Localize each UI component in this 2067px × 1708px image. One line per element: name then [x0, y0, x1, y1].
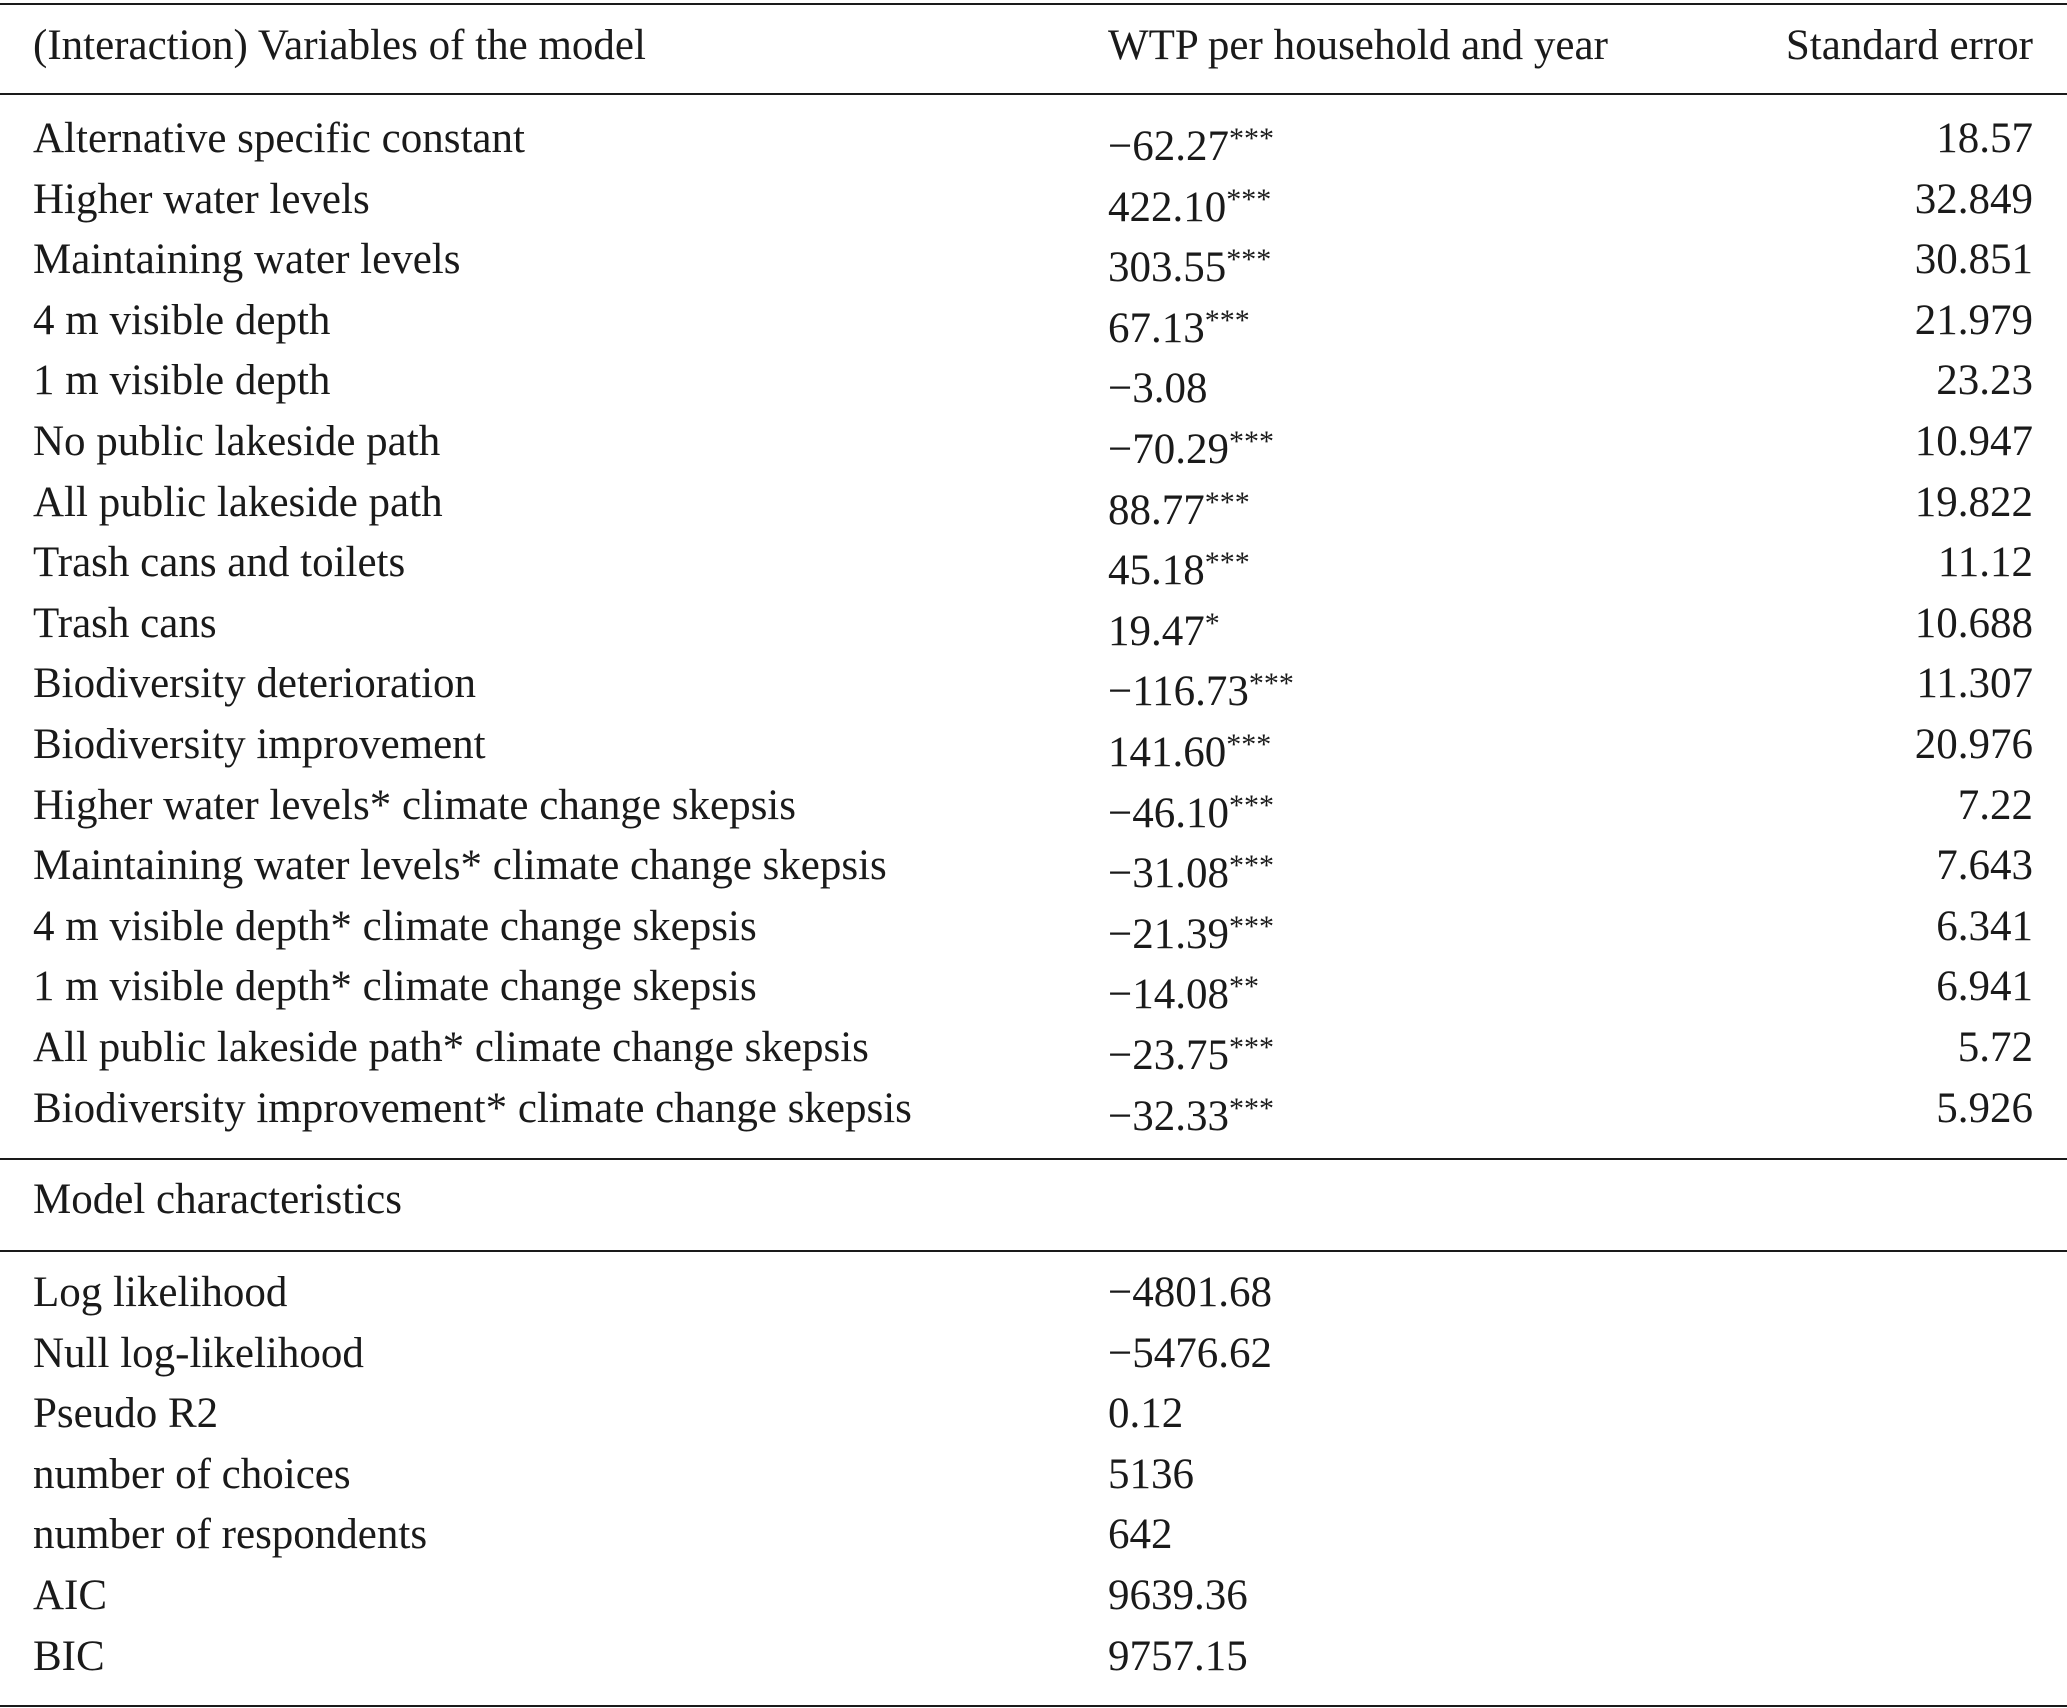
- se-cell: 10.688: [1914, 599, 2033, 647]
- table-row: [0, 109, 2067, 169]
- wtp-cell: [1108, 897, 1274, 965]
- se-cell: 7.22: [1957, 781, 2033, 829]
- se-cell: 23.23: [1936, 357, 2033, 405]
- variable-cell: 1 m visible depth* climate change skepsis: [33, 963, 757, 1011]
- variable-cell: No public lakeside path: [33, 418, 441, 465]
- model-label: Pseudo R2: [33, 1390, 219, 1438]
- model-row: [0, 1324, 2067, 1384]
- wtp-value: −62.27: [1108, 123, 1230, 170]
- wtp-cell: [1108, 776, 1274, 844]
- model-row: [0, 1627, 2067, 1687]
- wtp-value: −3.08: [1108, 365, 1208, 413]
- variable-cell: 4 m visible depth: [33, 296, 331, 344]
- wtp-value: −70.29: [1108, 426, 1230, 473]
- wtp-cell: [1108, 533, 1250, 601]
- wtp-value: −32.33: [1108, 1092, 1230, 1140]
- se-cell: 6.941: [1936, 963, 2033, 1011]
- header-rule: [0, 93, 2067, 95]
- wtp-value: 67.13: [1108, 304, 1205, 352]
- model-value: −5476.62: [1108, 1329, 1273, 1377]
- variable-cell: Biodiversity improvement: [33, 721, 486, 768]
- significance-stars: ***: [1229, 122, 1275, 155]
- significance-stars: ***: [1248, 667, 1294, 701]
- se-cell: 21.979: [1914, 296, 2033, 344]
- se-cell: 7.643: [1936, 842, 2033, 890]
- header-row: [0, 16, 2067, 76]
- wtp-cell: [1108, 109, 1274, 177]
- table-row: [0, 170, 2067, 230]
- variable-cell: Higher water levels* climate change skepsis: [33, 781, 796, 829]
- model-row: [0, 1566, 2067, 1626]
- variable-cell: Trash cans and toilets: [33, 539, 406, 587]
- variable-cell: Trash cans: [33, 599, 217, 647]
- wtp-value: −116.73: [1108, 668, 1249, 716]
- se-cell: 11.12: [1937, 539, 2033, 587]
- table-row: [0, 351, 2067, 411]
- wtp-value: −14.08: [1108, 971, 1230, 1019]
- wtp-value: 141.60: [1108, 729, 1227, 776]
- se-cell: 11.307: [1916, 660, 2033, 708]
- wtp-value: −31.08: [1108, 850, 1230, 898]
- header-variable: (Interaction) Variables of the model: [33, 22, 646, 69]
- significance-stars: ***: [1229, 1031, 1275, 1064]
- wtp-cell: [1108, 230, 1271, 298]
- table-row: [0, 473, 2067, 533]
- model-label: number of choices: [33, 1450, 351, 1498]
- wtp-value: 19.47: [1108, 607, 1205, 655]
- se-cell: 20.976: [1914, 721, 2033, 768]
- se-cell: 30.851: [1914, 236, 2033, 284]
- wtp-value: −46.10: [1108, 789, 1230, 837]
- model-section-title: Model characteristics: [33, 1176, 402, 1223]
- wtp-value: −23.75: [1108, 1032, 1230, 1079]
- significance-stars: ***: [1204, 485, 1250, 519]
- wtp-cell: [1108, 473, 1250, 541]
- wtp-value: −21.39: [1108, 910, 1230, 958]
- table-row: [0, 412, 2067, 472]
- table-row: [0, 715, 2067, 775]
- top-rule: [0, 3, 2067, 5]
- model-value: 5136: [1108, 1450, 1194, 1498]
- model-value: 642: [1108, 1511, 1173, 1559]
- model-section-row: [0, 1170, 2067, 1230]
- significance-stars: ***: [1226, 243, 1272, 277]
- variable-cell: Maintaining water levels* climate change skepsis: [33, 842, 887, 890]
- se-cell: 6.341: [1936, 902, 2033, 950]
- section-rule-top: [0, 1158, 2067, 1160]
- model-value: −4801.68: [1108, 1269, 1273, 1316]
- wtp-cell: [1108, 715, 1271, 783]
- table-row: [0, 897, 2067, 957]
- wtp-cell: [1108, 957, 1259, 1025]
- wtp-cell: [1108, 351, 1208, 419]
- variable-cell: 4 m visible depth* climate change skepsis: [33, 902, 757, 950]
- se-cell: 5.926: [1936, 1084, 2033, 1132]
- significance-stars: ***: [1229, 1091, 1275, 1125]
- wtp-cell: [1108, 412, 1274, 480]
- wtp-cell: [1108, 1079, 1274, 1147]
- wtp-cell: [1108, 594, 1220, 662]
- table-row: [0, 291, 2067, 351]
- header-wtp: WTP per household and year: [1108, 22, 1608, 69]
- table-row: [0, 230, 2067, 290]
- significance-stars: ***: [1226, 182, 1272, 216]
- model-label: Null log-likelihood: [33, 1329, 364, 1377]
- table-row: [0, 1079, 2067, 1139]
- model-row: [0, 1263, 2067, 1323]
- significance-stars: ***: [1229, 849, 1275, 883]
- model-value: 0.12: [1108, 1390, 1184, 1438]
- se-cell: 5.72: [1957, 1024, 2033, 1071]
- variable-cell: Alternative specific constant: [33, 115, 525, 162]
- wtp-value: 303.55: [1108, 244, 1227, 292]
- wtp-cell: [1108, 170, 1271, 238]
- wtp-value: 45.18: [1108, 547, 1205, 595]
- header-se: Standard error: [1785, 22, 2033, 69]
- table-row: [0, 1018, 2067, 1078]
- model-value: 9757.15: [1108, 1632, 1248, 1680]
- table-row: [0, 533, 2067, 593]
- se-cell: 10.947: [1914, 418, 2033, 465]
- significance-stars: ***: [1229, 788, 1275, 822]
- model-row: [0, 1384, 2067, 1444]
- se-cell: 19.822: [1914, 478, 2033, 526]
- table-row: [0, 594, 2067, 654]
- wtp-cell: [1108, 836, 1274, 904]
- variable-cell: Biodiversity improvement* climate change skepsis: [33, 1084, 912, 1132]
- model-label: Log likelihood: [33, 1269, 288, 1316]
- variable-cell: Higher water levels: [33, 175, 370, 223]
- table-row: [0, 836, 2067, 896]
- variable-cell: All public lakeside path: [33, 478, 443, 526]
- table-row: [0, 654, 2067, 714]
- table-row: [0, 776, 2067, 836]
- wtp-cell: [1108, 291, 1250, 359]
- wtp-value: 422.10: [1108, 183, 1227, 231]
- significance-stars: ***: [1204, 303, 1250, 337]
- variable-cell: 1 m visible depth: [33, 357, 331, 405]
- variable-cell: Biodiversity deterioration: [33, 660, 477, 708]
- significance-stars: ***: [1229, 909, 1275, 943]
- section-rule-bottom: [0, 1250, 2067, 1252]
- significance-stars: ***: [1204, 546, 1250, 580]
- significance-stars: ***: [1229, 425, 1275, 458]
- wtp-value: 88.77: [1108, 486, 1205, 534]
- wtp-cell: [1108, 1018, 1274, 1086]
- bottom-rule: [0, 1705, 2067, 1707]
- significance-stars: *: [1204, 606, 1220, 640]
- model-label: number of respondents: [33, 1511, 428, 1559]
- table-row: [0, 957, 2067, 1017]
- wtp-cell: [1108, 654, 1294, 722]
- model-label: BIC: [33, 1632, 105, 1680]
- se-cell: 18.57: [1936, 115, 2033, 162]
- model-label: AIC: [33, 1572, 108, 1619]
- model-row: [0, 1445, 2067, 1505]
- model-value: 9639.36: [1108, 1572, 1248, 1619]
- se-cell: 32.849: [1914, 175, 2033, 223]
- variable-cell: Maintaining water levels: [33, 236, 461, 284]
- variable-cell: All public lakeside path* climate change skepsis: [33, 1024, 869, 1071]
- model-row: [0, 1505, 2067, 1565]
- significance-stars: **: [1229, 970, 1260, 1004]
- significance-stars: ***: [1226, 728, 1272, 761]
